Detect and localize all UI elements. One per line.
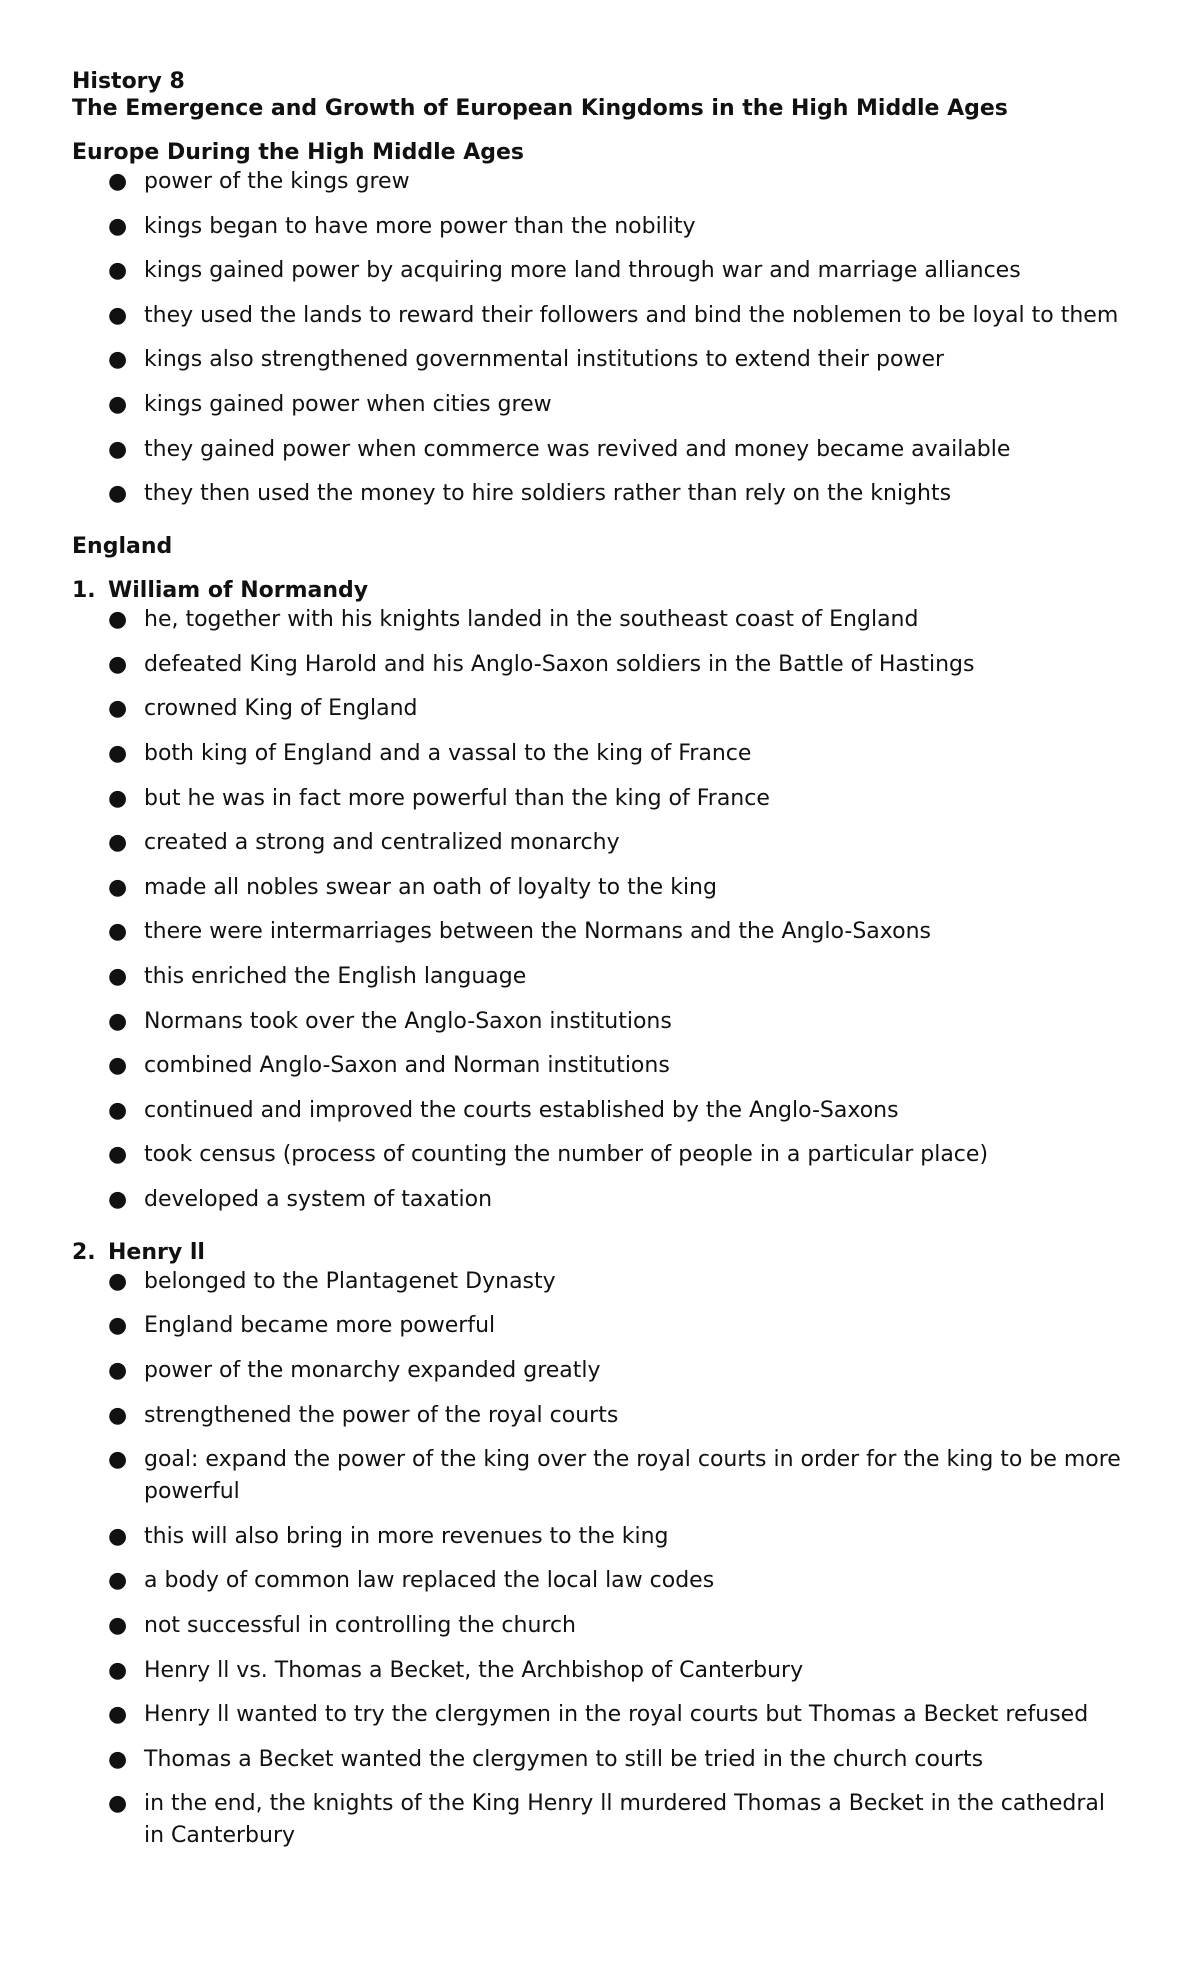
list-item-text: continued and improved the courts established by the Anglo-Saxons: [144, 1097, 899, 1123]
list-item-text: kings also strengthened governmental institutions to extend their power: [144, 347, 945, 373]
list-item-text: Normans took over the Anglo-Saxon institutions: [144, 1008, 672, 1034]
list-item: [72, 604, 1128, 636]
bullet-list-europe: [72, 166, 1128, 510]
list-item-text: made all nobles swear an oath of loyalty to the king: [144, 874, 717, 900]
bullet-icon: ●: [108, 1568, 128, 1594]
list-item-text: this enriched the English language: [144, 963, 527, 989]
list-item: [72, 1788, 1128, 1852]
bullet-icon: ●: [108, 1358, 128, 1384]
subsection-number: 2.: [72, 1239, 96, 1265]
list-item: [72, 389, 1128, 421]
list-item-text: but he was in fact more powerful than the king of France: [144, 785, 770, 811]
list-item: [72, 1699, 1128, 1731]
list-item-text: a body of common law replaced the local law codes: [144, 1568, 715, 1594]
bullet-icon: ●: [108, 1008, 128, 1034]
list-item: [72, 783, 1128, 815]
list-item: [72, 738, 1128, 770]
list-item: [72, 1521, 1128, 1553]
list-item: [72, 1744, 1128, 1776]
list-item: [72, 872, 1128, 904]
subsection-title: Henry ll: [108, 1239, 205, 1265]
bullet-icon: ●: [108, 258, 128, 284]
bullet-icon: ●: [108, 607, 128, 633]
bullet-icon: ●: [108, 347, 128, 373]
bullet-icon: ●: [108, 1791, 128, 1817]
subsection-number: 1.: [72, 578, 96, 604]
section-heading-europe: Europe During the High Middle Ages: [72, 140, 524, 165]
bullet-icon: ●: [108, 963, 128, 989]
list-item-text: kings began to have more power than the nobility: [144, 213, 696, 239]
bullet-icon: ●: [108, 213, 128, 239]
list-item: [72, 1310, 1128, 1342]
bullet-icon: ●: [108, 1613, 128, 1639]
list-item-text: not successful in controlling the church: [144, 1613, 576, 1639]
list-item: [72, 1095, 1128, 1127]
list-item: [72, 1006, 1128, 1038]
list-item-text: created a strong and centralized monarchy: [144, 830, 620, 856]
list-item-text: combined Anglo-Saxon and Norman institutions: [144, 1053, 670, 1079]
list-item-text: he, together with his knights landed in the southeast coast of England: [144, 607, 919, 633]
list-item: [72, 344, 1128, 376]
list-item: [72, 961, 1128, 993]
bullet-icon: ●: [108, 874, 128, 900]
bullet-icon: ●: [108, 1746, 128, 1772]
list-item-text: kings gained power when cities grew: [144, 391, 552, 417]
list-item-text: goal: expand the power of the king over the royal courts in order for the king to be more powerful: [144, 1447, 1121, 1505]
bullet-icon: ●: [108, 830, 128, 856]
list-item-text: belonged to the Plantagenet Dynasty: [144, 1268, 556, 1294]
bullet-list-william: [72, 604, 1128, 1216]
list-item-text: took census (process of counting the number of people in a particular place): [144, 1142, 989, 1168]
course-title: History 8: [72, 69, 185, 94]
list-item: [72, 211, 1128, 243]
bullet-icon: ●: [108, 391, 128, 417]
bullet-icon: ●: [108, 1657, 128, 1683]
list-item: [72, 1444, 1128, 1508]
list-item-text: they then used the money to hire soldiers rather than rely on the knights: [144, 481, 952, 507]
list-item: [72, 1184, 1128, 1216]
list-item: [72, 1400, 1128, 1432]
list-item-text: strengthened the power of the royal courts: [144, 1402, 619, 1428]
list-item: [72, 1565, 1128, 1597]
list-item: [72, 300, 1128, 332]
bullet-icon: ●: [108, 651, 128, 677]
bullet-icon: ●: [108, 1186, 128, 1212]
list-item-text: defeated King Harold and his Anglo-Saxon soldiers in the Battle of Hastings: [144, 651, 975, 677]
list-item: [72, 649, 1128, 681]
list-item: [72, 1655, 1128, 1687]
list-item: [72, 693, 1128, 725]
list-item-text: Thomas a Becket wanted the clergymen to still be tried in the church courts: [144, 1746, 984, 1772]
bullet-icon: ●: [108, 919, 128, 945]
bullet-icon: ●: [108, 1268, 128, 1294]
bullet-icon: ●: [108, 1447, 128, 1473]
bullet-icon: ●: [108, 169, 128, 194]
subsection-heading-william: [72, 577, 1128, 604]
bullet-icon: ●: [108, 1523, 128, 1549]
bullet-list-henry: [72, 1266, 1128, 1853]
list-item-text: Henry ll vs. Thomas a Becket, the Archbishop of Canterbury: [144, 1657, 804, 1683]
list-item: [72, 1355, 1128, 1387]
bullet-icon: ●: [108, 1097, 128, 1123]
list-item-text: power of the monarchy expanded greatly: [144, 1358, 601, 1384]
bullet-icon: ●: [108, 740, 128, 766]
bullet-icon: ●: [108, 696, 128, 722]
bullet-icon: ●: [108, 436, 128, 462]
list-item: [72, 1266, 1128, 1298]
list-item-text: in the end, the knights of the King Henry ll murdered Thomas a Becket in the cathedral in Canterbury: [144, 1791, 1106, 1849]
bullet-icon: ●: [108, 785, 128, 811]
subsection-title: William of Normandy: [108, 578, 369, 604]
bullet-icon: ●: [108, 302, 128, 328]
list-item-text: they used the lands to reward their followers and bind the noblemen to be loyal to them: [144, 302, 1119, 328]
list-item: [72, 1050, 1128, 1082]
list-item-text: Henry ll wanted to try the clergymen in the royal courts but Thomas a Becket refused: [144, 1702, 1089, 1728]
bullet-icon: ●: [108, 481, 128, 507]
bullet-icon: ●: [108, 1053, 128, 1079]
list-item: [72, 1139, 1128, 1171]
list-item: [72, 916, 1128, 948]
list-item: [72, 255, 1128, 287]
list-item-text: crowned King of England: [144, 696, 418, 722]
list-item-text: there were intermarriages between the Normans and the Anglo-Saxons: [144, 919, 931, 945]
list-item-text: kings gained power by acquiring more land through war and marriage alliances: [144, 258, 1021, 284]
document-title: The Emergence and Growth of European Kingdoms in the High Middle Ages: [72, 96, 1008, 121]
list-item-text: power of the kings grew: [144, 169, 410, 194]
bullet-icon: ●: [108, 1142, 128, 1168]
list-item-text: developed a system of taxation: [144, 1186, 493, 1212]
bullet-icon: ●: [108, 1313, 128, 1339]
list-item: [72, 166, 1128, 198]
bullet-icon: ●: [108, 1402, 128, 1428]
list-item-text: they gained power when commerce was revived and money became available: [144, 436, 1011, 462]
list-item-text: this will also bring in more revenues to the king: [144, 1523, 669, 1549]
list-item: [72, 478, 1128, 510]
list-item-text: both king of England and a vassal to the king of France: [144, 740, 752, 766]
bullet-icon: ●: [108, 1702, 128, 1728]
list-item: [72, 827, 1128, 859]
section-heading-england: England: [72, 534, 173, 560]
list-item: [72, 1610, 1128, 1642]
subsection-heading-henry: [72, 1239, 1128, 1266]
list-item-text: England became more powerful: [144, 1313, 496, 1339]
document-page: [72, 68, 1128, 1852]
list-item: [72, 434, 1128, 466]
